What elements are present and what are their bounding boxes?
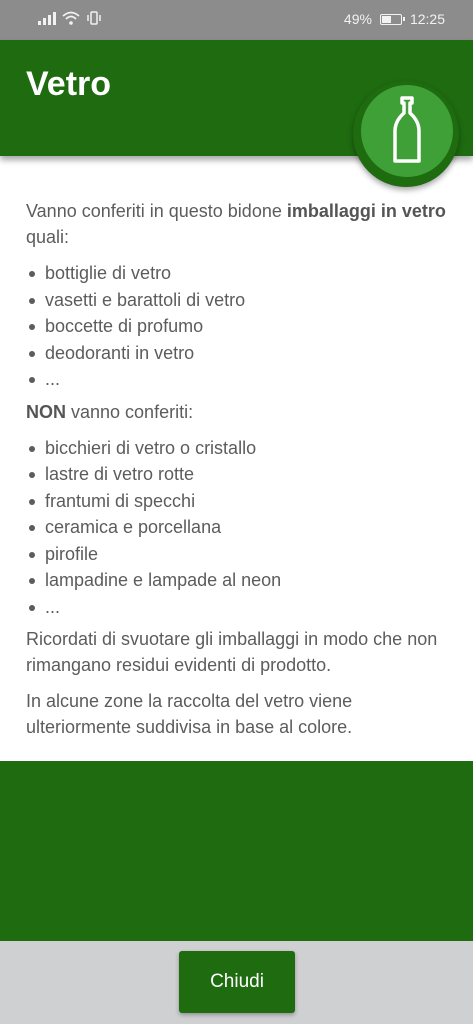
signal-icon [38,11,56,25]
allowed-list [26,260,450,393]
list-item: bicchieri di vetro o cristallo [26,435,450,462]
footer-band [0,761,473,941]
note-empty-packaging: Ricordati di svuotare gli imballaggi in modo che non rimangano residui evidenti di prodotto. [26,629,438,675]
list-item: bottiglie di vetro [26,260,450,287]
list-item: ... [26,594,450,621]
battery-percent: 49% [343,11,372,27]
status-bar [0,0,473,40]
wifi-icon [62,11,80,25]
list-item: lampadine e lampade al neon [26,567,450,594]
note-color-sorting: In alcune zone la raccolta del vetro viene ulteriormente suddivisa in base al colore. [26,691,353,737]
list-item: ceramica e porcellana [26,514,450,541]
page-title: Vetro [26,65,112,103]
list-item: boccette di profumo [26,313,450,340]
status-icons-left [38,11,102,25]
list-item: vasetti e barattoli di vetro [26,287,450,314]
intro-text: Vanno conferiti in questo bidone imballaggi in vetro quali: [26,201,446,247]
list-item: lastre di vetro rotte [26,461,450,488]
list-item: pirofile [26,541,450,568]
not-allowed-list [26,435,450,621]
content-body [26,198,450,750]
list-item: frantumi di specchi [26,488,450,515]
list-item: deodoranti in vetro [26,340,450,367]
category-badge [353,81,459,187]
bottle-icon [387,95,427,165]
not-allowed-heading: NON vanno conferiti: [26,401,194,422]
bottom-bar [0,941,473,1024]
vibrate-icon [86,11,102,25]
battery-icon [380,14,402,25]
list-item: ... [26,366,450,393]
clock: 12:25 [409,11,445,27]
status-icons-right [344,11,445,27]
close-button[interactable]: Chiudi [179,951,295,1013]
intro-highlight: imballaggi in vetro [286,201,446,221]
